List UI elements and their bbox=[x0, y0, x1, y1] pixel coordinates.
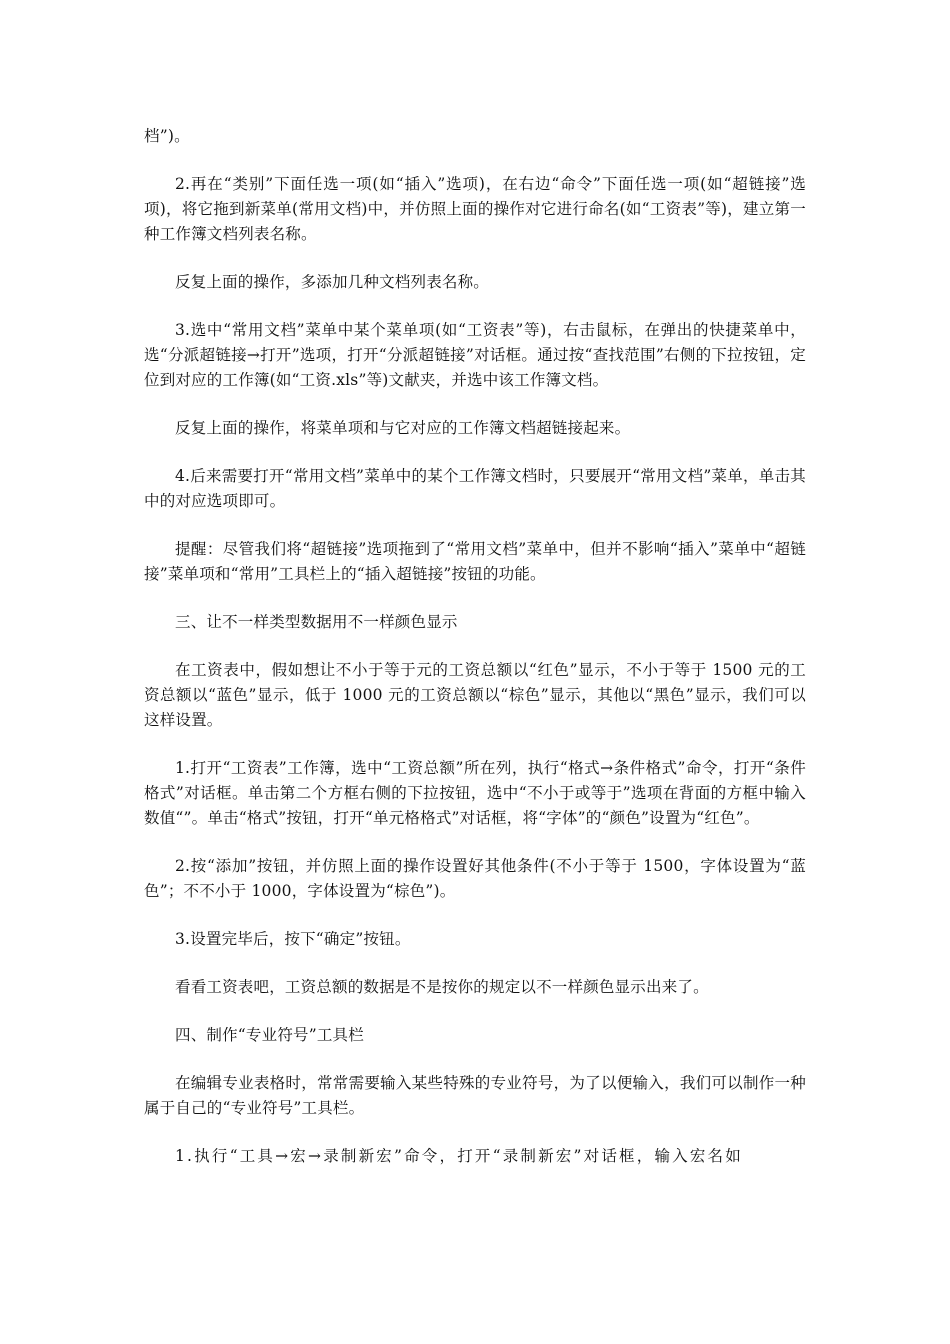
paragraph-13: 在编辑专业表格时，常常需要输入某些特殊的专业符号，为了以便输入，我们可以制作一种属于自己的“专业符号”工具栏。 bbox=[144, 1074, 806, 1117]
paragraph-9: 1.打开“工资表”工作簿，选中“工资总额”所在列，执行“格式→条件格式”命令，打开“条件格式”对话框。单击第二个方框右侧的下拉按钮，选中“不小于或等于”选项在背面的方框中输入数值“”。单击“格式”按钮，打开“单元格格式”对话框，将“字体”的“颜色”设置为“红色”。 bbox=[144, 759, 806, 827]
paragraph-4: 3.选中“常用文档”菜单中某个菜单项(如“工资表”等)，右击鼠标，在弹出的快捷菜单中，选“分派超链接→打开”选项，打开“分派超链接”对话框。通过按“查找范围”右侧的下拉按钮，定位到对应的工作簿(如“工资.xls”等)文献夹，并选中该工作簿文档。 bbox=[144, 321, 806, 389]
paragraph-8: 在工资表中，假如想让不小于等于元的工资总额以“红色”显示，不小于等于 1500 元的工资总额以“蓝色”显示，低于 1000 元的工资总额以“棕色”显示，其他以“黑色”显示，我们可以这样设置。 bbox=[144, 661, 806, 729]
paragraph-14: 1.执行“工具→宏→录制新宏”命令，打开“录制新宏”对话框，输入宏名如 bbox=[175, 1147, 743, 1165]
paragraph-12: 看看工资表吧，工资总额的数据是不是按你的规定以不一样颜色显示出来了。 bbox=[175, 978, 709, 996]
paragraph-5: 反复上面的操作，将菜单项和与它对应的工作簿文档超链接起来。 bbox=[175, 419, 631, 437]
paragraph-2: 2.再在“类别”下面任选一项(如“插入”选项)，在右边“命令”下面任选一项(如“超链接”选项)，将它拖到新菜单(常用文档)中，并仿照上面的操作对它进行命名(如“工资表”等)，建立第一种工作簿文档列表名称。 bbox=[144, 175, 806, 243]
document-page bbox=[144, 124, 806, 1192]
paragraph-10: 2.按“添加”按钮，并仿照上面的操作设置好其他条件(不小于等于 1500，字体设置为“蓝色”；不不小于 1000，字体设置为“棕色”)。 bbox=[144, 857, 806, 900]
section-heading-4: 四、制作“专业符号”工具栏 bbox=[175, 1026, 364, 1044]
paragraph-7: 提醒：尽管我们将“超链接”选项拖到了“常用文档”菜单中，但并不影响“插入”菜单中“超链接”菜单项和“常用”工具栏上的“插入超链接”按钮的功能。 bbox=[144, 540, 806, 583]
paragraph-1: 档”)。 bbox=[144, 127, 190, 145]
paragraph-3: 反复上面的操作，多添加几种文档列表名称。 bbox=[175, 273, 490, 291]
section-heading-3: 三、让不一样类型数据用不一样颜色显示 bbox=[175, 613, 458, 631]
paragraph-6: 4.后来需要打开“常用文档”菜单中的某个工作簿文档时，只要展开“常用文档”菜单，单击其中的对应选项即可。 bbox=[144, 467, 806, 510]
paragraph-11: 3.设置完毕后，按下“确定”按钮。 bbox=[175, 930, 411, 948]
